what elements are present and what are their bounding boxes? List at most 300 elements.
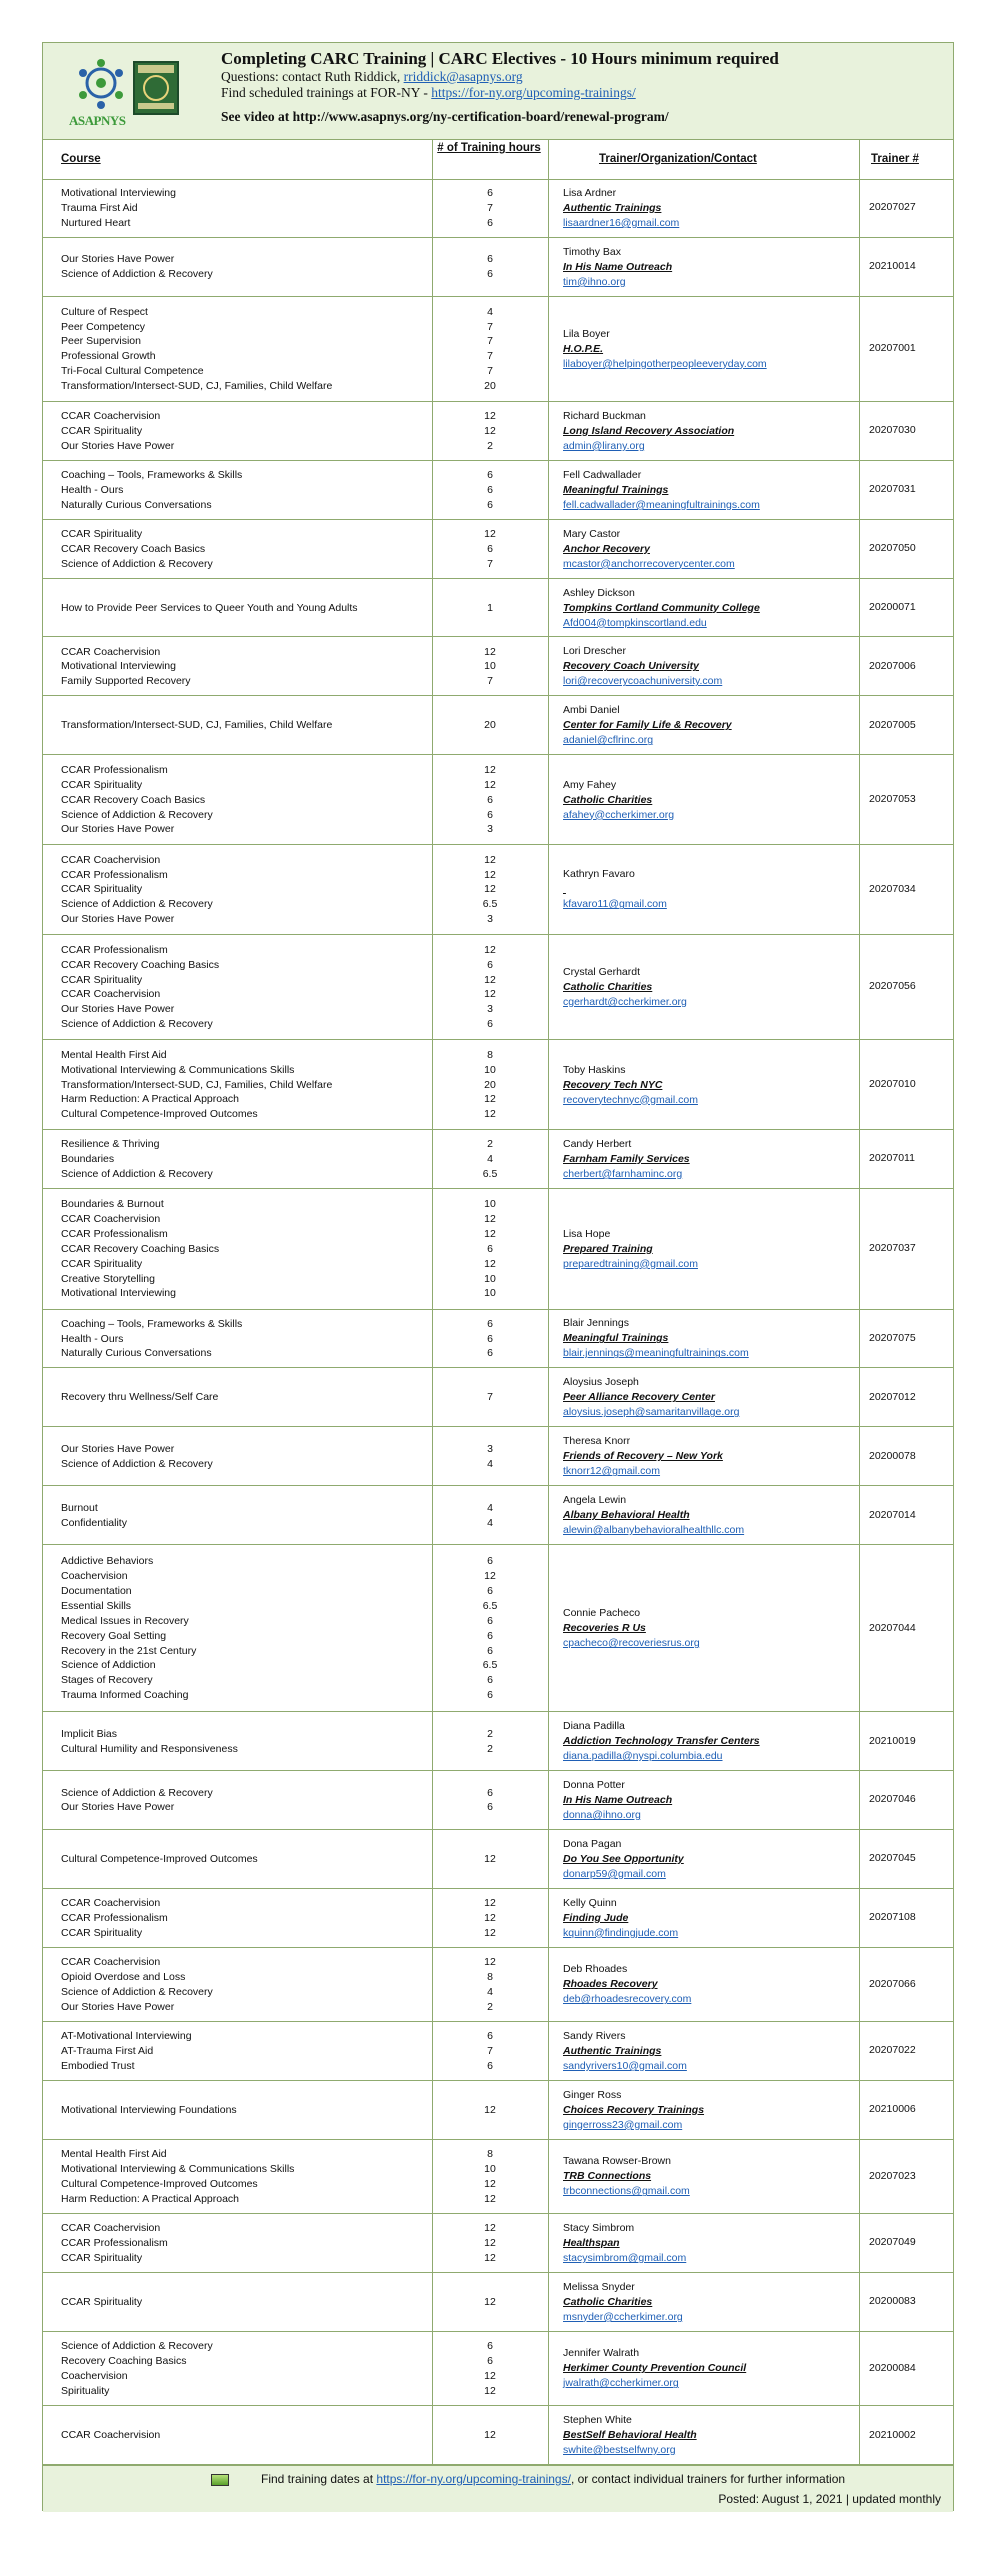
course-name: Confidentiality xyxy=(61,1516,127,1529)
column-headers xyxy=(43,139,953,180)
trainer-email-link[interactable]: aloysius.joseph@samaritanvillage.org xyxy=(563,1406,740,1419)
trainer-email-link[interactable]: kquinn@findingjude.com xyxy=(563,1926,679,1939)
trainer-email-link[interactable]: lori@recoverycoachuniversity.com xyxy=(563,675,723,688)
course-name: CCAR Spirituality xyxy=(61,1926,143,1939)
for-ny-link[interactable]: https://for-ny.org/upcoming-trainings/ xyxy=(431,85,636,100)
trainer-contact xyxy=(563,1316,863,1361)
course-name: Opioid Overdose and Loss xyxy=(61,1970,186,1983)
course-name: Our Stories Have Power xyxy=(61,2000,175,2013)
table-row xyxy=(43,1189,953,1310)
training-hours: 7 xyxy=(487,365,493,378)
training-hours: 3 xyxy=(487,1442,493,1455)
trainer-name: Richard Buckman xyxy=(563,409,646,422)
training-hours: 12 xyxy=(484,1108,496,1121)
trainer-contact xyxy=(563,1778,863,1823)
course-name: CCAR Professionalism xyxy=(61,868,168,881)
training-hours: 6 xyxy=(487,1584,493,1597)
training-hours: 2 xyxy=(487,439,493,452)
training-hours: 12 xyxy=(484,778,496,791)
trainer-contact xyxy=(563,1493,863,1538)
hours-list xyxy=(435,409,545,454)
table-row xyxy=(43,2273,953,2332)
training-hours: 6 xyxy=(487,1018,493,1031)
training-hours: 12 xyxy=(484,2295,496,2308)
trainer-organization: Catholic Charities xyxy=(563,980,653,993)
training-hours: 6 xyxy=(487,216,493,229)
trainer-name: Amy Fahey xyxy=(563,778,617,791)
course-name: Boundaries & Burnout xyxy=(61,1198,164,1210)
trainer-organization: Peer Alliance Recovery Center xyxy=(563,1391,715,1404)
training-hours: 12 xyxy=(484,2192,496,2205)
hours-list xyxy=(435,2103,545,2118)
course-list xyxy=(61,186,431,231)
trainer-organization: Addiction Technology Transfer Centers xyxy=(563,1735,760,1748)
trainer-name: Melissa Snyder xyxy=(563,2280,635,2293)
trainer-contact xyxy=(563,703,863,748)
course-name: Coaching – Tools, Frameworks & Skills xyxy=(61,468,243,481)
training-hours: 2 xyxy=(487,2000,493,2013)
trainer-email-link[interactable]: gingerross23@gmail.com xyxy=(563,2118,683,2131)
trainer-organization: Recoveries R Us xyxy=(563,1622,646,1635)
trainer-contact xyxy=(563,2413,863,2458)
course-name: Peer Supervision xyxy=(61,335,141,348)
trainer-organization xyxy=(563,882,863,897)
course-list xyxy=(61,943,431,1032)
course-name: Implicit Bias xyxy=(61,1727,118,1740)
trainer-name: Connie Pacheco xyxy=(563,1607,641,1620)
training-hours: 6 xyxy=(487,468,493,481)
training-hours: 20 xyxy=(484,1078,496,1091)
training-hours: 12 xyxy=(484,943,496,956)
training-hours: 4 xyxy=(487,1457,493,1470)
table-row xyxy=(43,1948,953,2022)
course-name: Cultural Competence-Improved Outcomes xyxy=(61,1852,258,1865)
course-name: Creative Storytelling xyxy=(61,1272,155,1285)
table-row xyxy=(43,845,953,935)
hours-header: # of Training hours xyxy=(437,142,541,154)
trainer-email-link[interactable]: adaniel@cflrinc.org xyxy=(563,734,654,747)
course-name: Cultural Humility and Responsiveness xyxy=(61,1742,238,1755)
course-name: Coachervision xyxy=(61,1569,128,1582)
trainer-contact xyxy=(563,965,863,1010)
training-hours: 6 xyxy=(487,1242,493,1255)
training-hours: 3 xyxy=(487,823,493,836)
course-name: CCAR Spirituality xyxy=(61,883,143,896)
training-hours: 12 xyxy=(484,1911,496,1924)
trainer-organization: In His Name Outreach xyxy=(563,1793,673,1806)
course-list xyxy=(61,1317,431,1362)
course-name: Harm Reduction: A Practical Approach xyxy=(61,1093,240,1106)
training-hours: 6 xyxy=(487,2340,493,2353)
trainer-contact xyxy=(563,327,863,372)
training-hours: 4 xyxy=(487,1516,493,1529)
training-hours: 6 xyxy=(487,1644,493,1657)
course-name: Our Stories Have Power xyxy=(61,439,175,452)
trainer-email-link[interactable]: cherbert@farnhaminc.org xyxy=(563,1167,683,1180)
trainer-contact xyxy=(563,1434,863,1479)
trainer-email-link[interactable]: jwalrath@ccherkimer.org xyxy=(563,2377,679,2390)
training-hours: 6 xyxy=(487,498,493,511)
training-hours: 4 xyxy=(487,305,493,318)
training-hours: 12 xyxy=(484,2103,496,2116)
training-hours: 12 xyxy=(484,1227,496,1240)
course-name: CCAR Spirituality xyxy=(61,527,143,540)
course-list xyxy=(61,601,431,616)
table-row xyxy=(43,179,953,238)
asapnys-logo xyxy=(69,55,133,129)
course-name: CCAR Coachervision xyxy=(61,410,161,423)
hours-list xyxy=(435,1048,545,1123)
course-name: Science of Addiction & Recovery xyxy=(61,2340,213,2353)
hours-list xyxy=(435,1137,545,1182)
course-name: Motivational Interviewing & Communications Skills xyxy=(61,1063,295,1076)
training-hours: 20 xyxy=(484,719,496,732)
course-list xyxy=(61,2147,431,2207)
training-hours: 7 xyxy=(487,1391,493,1404)
trainer-name: Ambi Daniel xyxy=(563,704,620,717)
training-hours: 12 xyxy=(484,2177,496,2190)
trainer-name: Toby Haskins xyxy=(563,1063,626,1076)
trainer-number: 20207066 xyxy=(869,1977,916,1990)
trainer-email-link[interactable]: kfavaro11@gmail.com xyxy=(563,898,667,911)
table-row xyxy=(43,461,953,520)
trainer-number: 20210014 xyxy=(869,260,916,273)
trainer-email-link[interactable]: diana.padilla@nyspi.columbia.edu xyxy=(563,1750,723,1763)
training-hours: 12 xyxy=(484,1956,496,1968)
course-name: Mental Health First Aid xyxy=(61,2148,167,2161)
course-list xyxy=(61,1852,431,1867)
training-hours: 12 xyxy=(484,763,496,776)
training-hours: 20 xyxy=(484,380,496,393)
course-name: Professional Growth xyxy=(61,350,156,363)
trainer-contact xyxy=(563,867,863,912)
trainer-email-link[interactable]: lisaardner16@gmail.com xyxy=(563,216,680,229)
course-name: Science of Addiction xyxy=(61,1659,156,1672)
course-name: Boundaries xyxy=(61,1152,115,1165)
table-row xyxy=(43,1368,953,1427)
trainer-email-link[interactable]: donna@ihno.org xyxy=(563,1808,641,1821)
trainer-name: Crystal Gerhardt xyxy=(563,965,641,978)
trainer-number: 20207108 xyxy=(869,1911,916,1924)
training-hours: 3 xyxy=(487,1003,493,1016)
training-hours: 4 xyxy=(487,1501,493,1514)
course-name: AT-Motivational Interviewing xyxy=(61,2030,192,2043)
training-hours: 4 xyxy=(487,1152,493,1165)
trainer-email-link[interactable]: mcastor@anchorrecoverycenter.com xyxy=(563,557,735,570)
table-row xyxy=(43,935,953,1040)
table-row xyxy=(43,1427,953,1486)
hours-list xyxy=(435,468,545,513)
course-list xyxy=(61,2295,431,2310)
course-name: Family Supported Recovery xyxy=(61,675,191,688)
trainer-name: Mary Castor xyxy=(563,527,621,540)
trainer-name: Stephen White xyxy=(563,2414,632,2427)
course-list xyxy=(61,1137,431,1182)
trainer-number: 20207022 xyxy=(869,2044,916,2057)
trainer-email-link[interactable]: alewin@albanybehavioralhealthllc.com xyxy=(563,1524,745,1537)
hours-list xyxy=(435,2428,545,2443)
trainer-name: Jennifer Walrath xyxy=(563,2347,640,2360)
course-list xyxy=(61,2103,431,2118)
trainer-name: Theresa Knorr xyxy=(563,1435,631,1448)
training-hours: 6 xyxy=(487,1317,493,1330)
course-name: How to Provide Peer Services to Queer Youth and Young Adults xyxy=(61,601,358,614)
course-list xyxy=(61,1786,431,1816)
course-list xyxy=(61,1501,431,1531)
trainer-contact xyxy=(563,1137,863,1182)
table-row xyxy=(43,1771,953,1830)
training-hours: 6 xyxy=(487,1689,493,1702)
course-list xyxy=(61,305,431,394)
trainer-email-link[interactable]: trbconnections@gmail.com xyxy=(563,2185,690,2198)
hours-list xyxy=(435,645,545,690)
training-hours: 12 xyxy=(484,1569,496,1582)
trainer-number-header: Trainer # xyxy=(871,153,919,165)
course-name: Burnout xyxy=(61,1501,98,1514)
training-hours: 3 xyxy=(487,913,493,926)
table-row xyxy=(43,1130,953,1189)
hours-list xyxy=(435,1852,545,1867)
training-hours: 6 xyxy=(487,1332,493,1345)
trainer-organization: Meaningful Trainings xyxy=(563,483,669,496)
course-name: CCAR Spirituality xyxy=(61,1257,143,1270)
training-hours: 12 xyxy=(484,1926,496,1939)
course-name: Medical Issues in Recovery xyxy=(61,1614,189,1627)
trainer-email-link[interactable]: admin@lirany.org xyxy=(563,439,645,452)
training-hours: 10 xyxy=(484,1198,496,1210)
trainer-organization: In His Name Outreach xyxy=(563,260,673,273)
trainer-organization: Choices Recovery Trainings xyxy=(563,2103,705,2116)
course-name: CCAR Professionalism xyxy=(61,943,168,956)
course-name: Our Stories Have Power xyxy=(61,253,175,266)
hours-list xyxy=(435,1442,545,1472)
trainer-email-link[interactable]: msnyder@ccherkimer.org xyxy=(563,2310,683,2323)
training-hours: 12 xyxy=(484,2237,496,2250)
training-hours: 10 xyxy=(484,1272,496,1285)
trainer-email-link[interactable]: stacysimbrom@gmail.com xyxy=(563,2251,687,2264)
course-name: Science of Addiction & Recovery xyxy=(61,1786,213,1799)
course-name: Spirituality xyxy=(61,2384,110,2397)
course-name: CCAR Recovery Coach Basics xyxy=(61,542,206,555)
course-name: Naturally Curious Conversations xyxy=(61,498,212,511)
trainer-email-link[interactable]: lilaboyer@helpingotherpeopleeveryday.com xyxy=(563,357,767,370)
trainer-number: 20210002 xyxy=(869,2428,916,2441)
course-name: Embodied Trust xyxy=(61,2059,135,2072)
hours-list xyxy=(435,1727,545,1757)
course-name: Science of Addiction & Recovery xyxy=(61,808,213,821)
trainer-contact xyxy=(563,245,863,290)
training-hours: 12 xyxy=(484,2429,496,2442)
course-name: CCAR Coachervision xyxy=(61,853,161,866)
training-hours: 12 xyxy=(484,410,496,423)
course-name: Stages of Recovery xyxy=(61,1674,153,1687)
trainer-header: Trainer/Organization/Contact xyxy=(599,153,757,165)
hours-list xyxy=(435,2029,545,2074)
training-hours: 10 xyxy=(484,660,496,673)
table-row xyxy=(43,1040,953,1130)
trainer-organization: BestSelf Behavioral Health xyxy=(563,2429,697,2442)
table-row xyxy=(43,1889,953,1948)
trainer-email-link[interactable]: cgerhardt@ccherkimer.org xyxy=(563,995,687,1008)
trainer-contact xyxy=(563,2088,863,2133)
training-hours: 2 xyxy=(487,1742,493,1755)
course-name: Trauma Informed Coaching xyxy=(61,1689,189,1702)
course-name: CCAR Recovery Coaching Basics xyxy=(61,1242,220,1255)
course-name: Motivational Interviewing xyxy=(61,1287,176,1300)
course-name: Our Stories Have Power xyxy=(61,1003,175,1016)
trainer-email-link[interactable]: recoverytechnyc@gmail.com xyxy=(563,1093,698,1106)
course-list xyxy=(61,718,431,733)
training-hours: 10 xyxy=(484,1063,496,1076)
training-hours: 6 xyxy=(487,253,493,266)
trainer-organization: Meaningful Trainings xyxy=(563,1332,669,1345)
course-name: CCAR Professionalism xyxy=(61,1227,168,1240)
course-list xyxy=(61,527,431,572)
trainer-email-link[interactable]: deb@rhoadesrecovery.com xyxy=(563,1993,692,2006)
training-hours: 6 xyxy=(487,2355,493,2368)
training-hours: 6 xyxy=(487,1786,493,1799)
trainer-organization: Do You See Opportunity xyxy=(563,1852,684,1865)
training-hours: 12 xyxy=(484,2369,496,2382)
training-hours: 6 xyxy=(487,542,493,555)
hours-list xyxy=(435,2221,545,2266)
training-hours: 6 xyxy=(487,1674,493,1687)
training-hours: 12 xyxy=(484,1257,496,1270)
header-banner xyxy=(43,43,953,140)
trainer-contact xyxy=(563,2280,863,2325)
trainer-contact xyxy=(563,2221,863,2266)
hours-list xyxy=(435,718,545,733)
trainer-name: Angela Lewin xyxy=(563,1494,627,1507)
hours-list xyxy=(435,1554,545,1703)
course-header: Course xyxy=(61,153,101,165)
trainer-name: Lori Drescher xyxy=(563,645,627,658)
training-hours: 6.5 xyxy=(482,1599,498,1612)
posted-date: Posted: August 1, 2021 | updated monthly xyxy=(718,2492,941,2506)
trainer-number: 20207001 xyxy=(869,342,916,355)
training-hours: 7 xyxy=(487,201,493,214)
course-name: Recovery Coaching Basics xyxy=(61,2355,187,2368)
trainer-email-link[interactable]: blair.jennings@meaningfultrainings.com xyxy=(563,1347,749,1360)
training-hours: 6 xyxy=(487,1614,493,1627)
course-name: CCAR Coachervision xyxy=(61,1956,161,1968)
find-line: Find scheduled trainings at FOR-NY - https://for-ny.org/upcoming-trainings/ xyxy=(221,85,636,100)
course-name: CCAR Spirituality xyxy=(61,778,143,791)
calendar-icon xyxy=(211,2474,229,2486)
course-name: CCAR Coachervision xyxy=(61,1896,161,1909)
hours-list xyxy=(435,1896,545,1941)
course-list xyxy=(61,468,431,513)
trainer-number: 20207056 xyxy=(869,980,916,993)
training-hours: 12 xyxy=(484,868,496,881)
course-list xyxy=(61,409,431,454)
training-hours: 12 xyxy=(484,527,496,540)
course-name: Culture of Respect xyxy=(61,305,148,318)
trainer-contact xyxy=(563,644,863,689)
trainer-organization: H.O.P.E. xyxy=(563,342,604,355)
trainer-contact xyxy=(563,1063,863,1108)
course-name: Science of Addiction & Recovery xyxy=(61,1167,213,1180)
course-name: Cultural Competence-Improved Outcomes xyxy=(61,1108,258,1121)
trainer-number: 20207027 xyxy=(869,201,916,214)
training-hours: 12 xyxy=(484,2384,496,2397)
training-hours: 6 xyxy=(487,1629,493,1642)
trainer-number: 20207049 xyxy=(869,2236,916,2249)
trainer-contact xyxy=(563,2029,863,2074)
trainer-email-link[interactable]: sandyrivers10@gmail.com xyxy=(563,2059,687,2072)
hours-list xyxy=(435,2147,545,2207)
course-name: Our Stories Have Power xyxy=(61,823,175,836)
trainer-name: Kelly Quinn xyxy=(563,1896,617,1909)
training-hours: 1 xyxy=(487,601,493,614)
trainer-organization: Friends of Recovery – New York xyxy=(563,1450,723,1463)
course-name: Resilience & Thriving xyxy=(61,1138,160,1150)
course-list xyxy=(61,1048,431,1123)
course-name: CCAR Spirituality xyxy=(61,2295,143,2308)
course-list xyxy=(61,2339,431,2399)
training-hours: 6 xyxy=(487,1347,493,1360)
video-line: See video at http://www.asapnys.org/ny-certification-board/renewal-program/ xyxy=(221,109,669,124)
trainer-name: Dona Pagan xyxy=(563,1837,622,1850)
trainer-email-link[interactable]: donarp59@gmail.com xyxy=(563,1867,666,1880)
course-list xyxy=(61,2221,431,2266)
trainer-email-link[interactable]: preparedtraining@gmail.com xyxy=(563,1257,698,1270)
table-row xyxy=(43,1712,953,1771)
course-name: CCAR Spirituality xyxy=(61,424,143,437)
trainer-email-link[interactable]: tknorr12@gmail.com xyxy=(563,1465,661,1478)
trainer-name: Diana Padilla xyxy=(563,1720,625,1733)
course-name: Motivational Interviewing xyxy=(61,187,176,200)
training-hours: 6 xyxy=(487,1801,493,1814)
trainer-name: Blair Jennings xyxy=(563,1317,629,1330)
training-hours: 10 xyxy=(484,1287,496,1300)
trainer-email-link[interactable]: swhite@bestselfwny.org xyxy=(563,2444,676,2457)
trainer-email-link[interactable]: afahey@ccherkimer.org xyxy=(563,808,675,821)
trainer-organization: Finding Jude xyxy=(563,1911,629,1924)
course-list xyxy=(61,252,431,282)
trainer-email-link[interactable]: cpacheco@recoveriesrus.org xyxy=(563,1637,700,1650)
training-hours: 8 xyxy=(487,1048,493,1061)
course-name: CCAR Coachervision xyxy=(61,1212,161,1225)
footer-for-ny-link[interactable]: https://for-ny.org/upcoming-trainings/ xyxy=(376,2472,571,2486)
training-hours: 12 xyxy=(484,2222,496,2235)
course-name: Coachervision xyxy=(61,2369,128,2382)
contact-email-link[interactable]: rriddick@asapnys.org xyxy=(403,69,523,84)
training-hours: 6 xyxy=(487,1555,493,1568)
course-name: Nurtured Heart xyxy=(61,216,131,229)
training-hours: 7 xyxy=(487,320,493,333)
training-hours: 7 xyxy=(487,675,493,688)
trainer-number: 20207005 xyxy=(869,718,916,731)
trainer-email-link[interactable]: tim@ihno.org xyxy=(563,275,626,288)
trainer-contact xyxy=(563,1962,863,2007)
course-list xyxy=(61,1727,431,1757)
trainer-email-link[interactable]: Afd004@tompkinscortland.edu xyxy=(563,616,707,629)
course-name: CCAR Professionalism xyxy=(61,763,168,776)
training-hours: 6 xyxy=(487,2030,493,2043)
trainer-contact xyxy=(563,586,863,631)
trainer-contact xyxy=(563,1719,863,1764)
course-list xyxy=(61,1197,431,1301)
training-hours: 12 xyxy=(484,1896,496,1909)
trainer-email-link[interactable]: fell.cadwallader@meaningfultrainings.com xyxy=(563,498,760,511)
course-name: Science of Addiction & Recovery xyxy=(61,557,213,570)
training-hours: 2 xyxy=(487,1727,493,1740)
course-name: Addictive Behaviors xyxy=(61,1555,154,1568)
hours-list xyxy=(435,1786,545,1816)
trainer-organization: Recovery Coach University xyxy=(563,660,699,673)
trainer-organization: Center for Family Life & Recovery xyxy=(563,719,732,732)
